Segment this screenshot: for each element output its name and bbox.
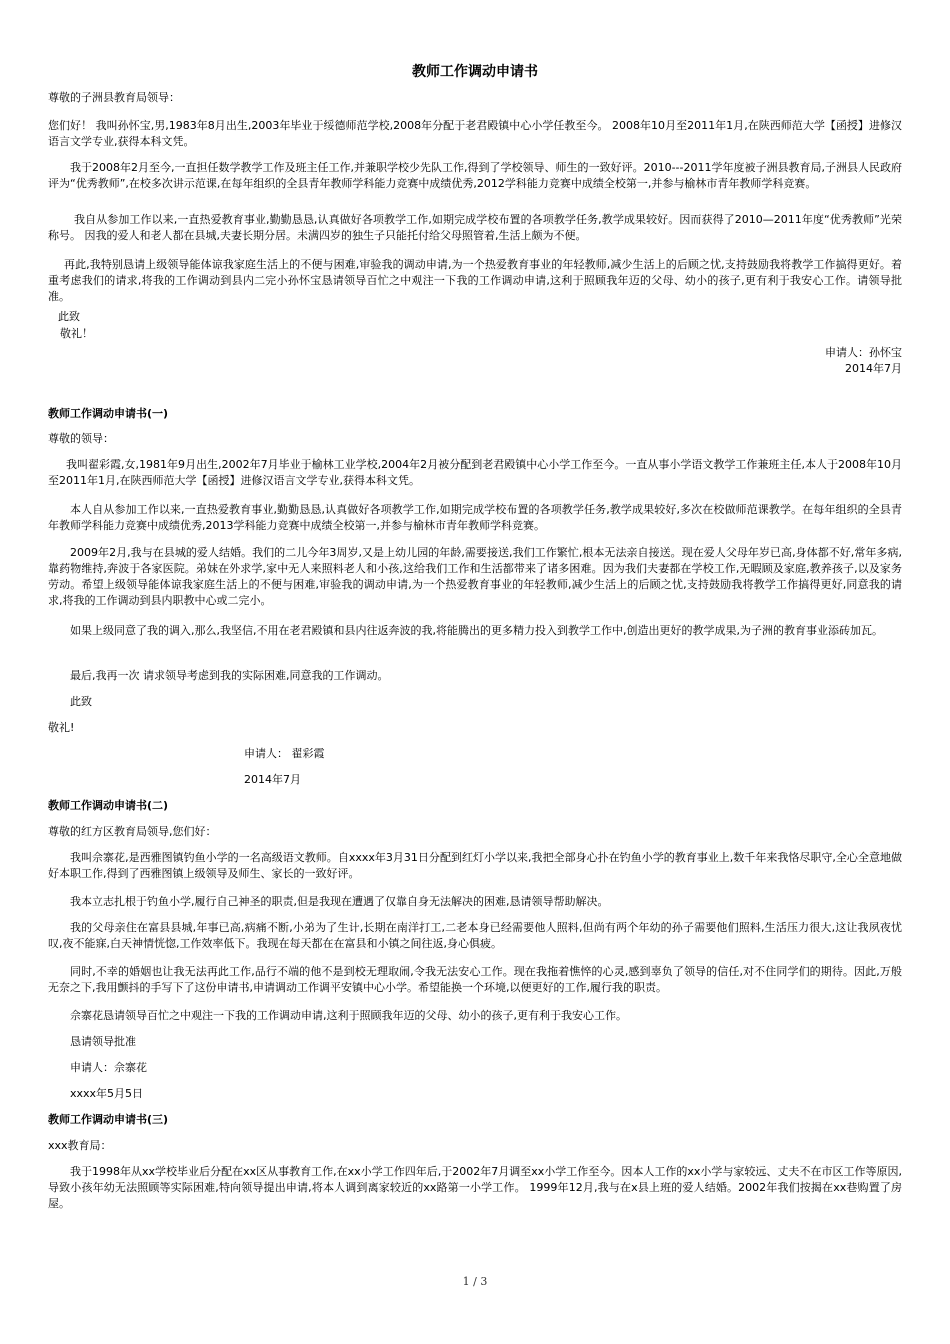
salutation: 尊敬的领导： xyxy=(48,432,114,445)
closing-line: 敬礼! xyxy=(48,721,75,734)
paragraph: 我的父母亲住在富县县城,年事已高,病痛不断,小弟为了生计,长期在南洋打工,二老本身已经需要他人照料,但尚有两个年幼的孙子需要他们照料,生活压力很大,这让我夙夜忧叹,夜不能寐,白天神情恍惚,工作效率低下。我现在每天都在在富县和小镇之间往返,身心俱疲。 xyxy=(48,921,902,950)
applicant-name: 申请人： 翟彩霞 xyxy=(244,747,325,760)
paragraph: 佘寨花恳请领导百忙之中观注一下我的工作调动申请,这利于照顾我年迈的父母、幼小的孩子,更有利于我安心工作。 xyxy=(70,1009,627,1022)
document-title: 教师工作调动申请书 xyxy=(412,64,538,80)
application-date: 2014年7月 xyxy=(845,362,902,375)
paragraph: 恳请领导批准 xyxy=(70,1035,136,1048)
salutation: 尊敬的红方区教育局领导,您们好： xyxy=(48,825,217,838)
salutation: 尊敬的子洲县教育局领导： xyxy=(48,91,180,104)
paragraph: 如果上级同意了我的调入,那么,我坚信,不用在老君殿镇和县内往返奔波的我,将能腾出的更多精力投入到教学工作中,创造出更好的教学成果,为子洲的教育事业添砖加瓦。 xyxy=(70,624,883,637)
paragraph: 我叫翟彩霞,女,1981年9月出生,2002年7月毕业于榆林工业学校,2004年2月被分配到老君殿镇中心小学工作至今。一直从事小学语文教学工作兼班主任,本人于2008年10月至2011年1月,在陕西师范大学【函授】进修汉语言文学专业,获得本科文凭。 xyxy=(48,458,902,487)
section-heading: 教师工作调动申请书(三) xyxy=(48,1113,169,1126)
application-date: xxxx年5月5日 xyxy=(70,1087,144,1100)
salutation: xxx教育局： xyxy=(48,1139,112,1152)
paragraph: 您们好！ 我叫孙怀宝,男,1983年8月出生,2003年毕业于绥德师范学校,2008年分配于老君殿镇中心小学任教至今。 2008年10月至2011年1月,在陕西师范大学【函授】进修汉语言文学专业,获得本科文凭。 xyxy=(48,119,902,148)
paragraph: 我于2008年2月至今,一直担任数学教学工作及班主任工作,并兼职学校少先队工作,得到了学校领导、师生的一致好评。2010---2011学年度被子洲县教育局,子洲县人民政府评为“优秀教师”,在校多次讲示范课,在每年组织的全县青年教师学科能力竞赛中成绩优秀,2012学科能力竞赛中成绩全校第一,并参与榆林市青年教师学科竞赛。 xyxy=(48,161,902,190)
paragraph: 再此,我特别恳请上级领导能体谅我家庭生活上的不便与困难,审验我的调动申请,为一个热爱教育事业的年轻教师,减少生活上的后顾之忧,支持鼓励我将教学工作搞得更好。着重考虑我们的请求,将我的工作调动到县内二完小孙怀宝恳请领导百忙之中观注一下我的工作调动申请,这利于照顾我年迈的父母、幼小的孩子,更有利于我安心工作。请领导批准。 xyxy=(48,258,902,303)
paragraph: 我自从参加工作以来,一直热爱教育事业,勤勤恳恳,认真做好各项教学工作,如期完成学校布置的各项教学任务,教学成果较好。因而获得了2010—2011年度“优秀教师”光荣称号。 因我的爱人和老人都在县城,夫妻长期分居。未满四岁的独生子只能托付给父母照管着,生活上颇为不便。 xyxy=(48,213,902,242)
applicant-name: 申请人：佘寨花 xyxy=(70,1061,147,1074)
paragraph: 我本立志扎根于钓鱼小学,履行自己神圣的职责,但是我现在遭遇了仅靠自身无法解决的困难,恳请领导帮助解决。 xyxy=(70,895,609,908)
paragraph: 本人自从参加工作以来,一直热爱教育事业,勤勤恳恳,认真做好各项教学工作,如期完成学校布置的各项教学任务,教学成果较好,多次在校做师范课教学。在每年组织的全县青年教师学科能力竞赛中成绩优秀,2013学科能力竞赛中成绩全校第一,并参与榆林市青年教师学科竞赛。 xyxy=(48,503,902,532)
closing-line: 此致 xyxy=(58,310,80,323)
section-heading: 教师工作调动申请书(一) xyxy=(48,407,169,420)
applicant-name: 申请人：孙怀宝 xyxy=(825,346,902,359)
paragraph: 2009年2月,我与在县城的爱人结婚。我们的二儿今年3周岁,又是上幼儿园的年龄,需要接送,我们工作繁忙,根本无法亲自接送。现在爱人父母年岁已高,身体都不好,常年多病,靠药物维持,奔波于各家医院。弟妹在外求学,家中无人来照料老人和小孩,这给我们工作和生活都带来了诸多困难。因为我们夫妻都在学校工作,无暇顾及家庭,教养孩子,以及家务劳动。希望上级领导能体谅我家庭生活上的不便与困难,审验我的调动申请,为一个热爱教育事业的年轻教师,减少生活上的后顾之忧,支持鼓励我将教学工作搞得更好,同意我的请求,将我的工作调动到县内职教中心或二完小。 xyxy=(48,546,902,607)
paragraph: 最后,我再一次 请求领导考虑到我的实际困难,同意我的工作调动。 xyxy=(70,669,389,682)
paragraph: 同时,不幸的婚姻也让我无法再此工作,品行不端的他不是到校无理取闹,令我无法安心工作。现在我拖着憔悴的心灵,感到辜负了领导的信任,对不住同学们的期待。因此,万般无奈之下,我用颤抖的手写下了这份申请书,申请调动工作调平安镇中心小学。希望能换一个环境,以便更好的工作,履行我的职责。 xyxy=(48,965,902,994)
closing-line: 此致 xyxy=(70,695,92,708)
paragraph: 我于1998年从xx学校毕业后分配在xx区从事教育工作,在xx小学工作四年后,于2002年7月调至xx小学工作至今。因本人工作的xx小学与家较远、丈夫不在市区工作等原因,导致小孩年幼无法照顾等实际困难,特向领导提出申请,将本人调到离家较近的xx路第一小学工作。 1999年12月,我与在x县上班的爱人结婚。2002年我们按揭在xx巷购置了房屋。 xyxy=(48,1165,902,1210)
paragraph: 我叫佘寨花,是西雅图镇钓鱼小学的一名高级语文教师。自xxxx年3月31日分配到红灯小学以来,我把全部身心扑在钓鱼小学的教育事业上,数千年来我恪尽职守,全心全意地做好本职工作,得到了西雅图镇上级领导及师生、家长的一致好评。 xyxy=(48,851,902,880)
closing-line: 敬礼！ xyxy=(60,327,93,340)
application-date: 2014年7月 xyxy=(244,773,301,786)
section-heading: 教师工作调动申请书(二) xyxy=(48,799,169,812)
page-number: 1 / 3 xyxy=(462,1275,488,1288)
